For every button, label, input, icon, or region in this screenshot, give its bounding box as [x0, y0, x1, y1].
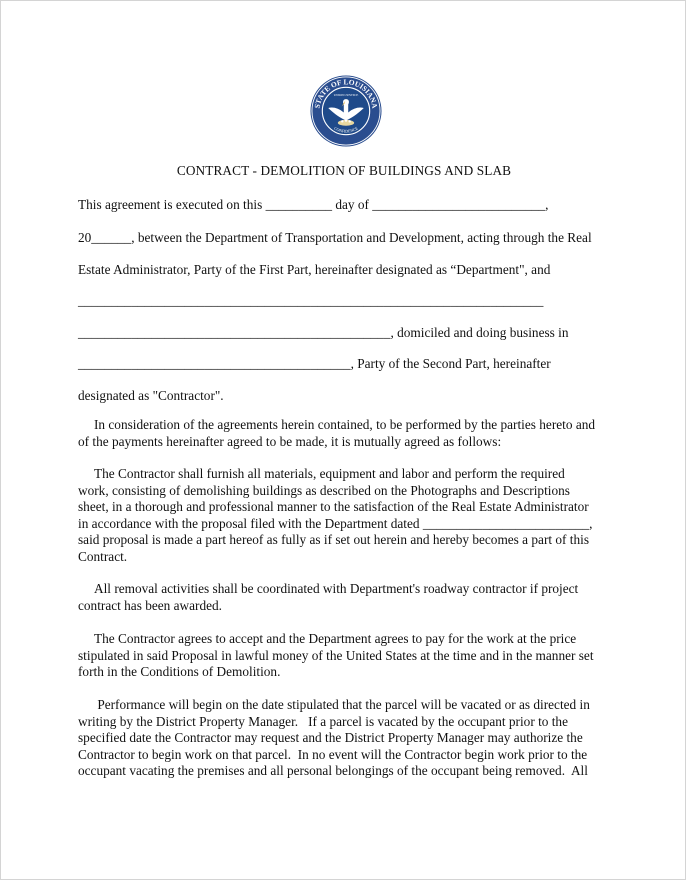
paragraph-line: The Contractor shall furnish all materials, equipment and labor and perform the required [94, 466, 565, 481]
paragraph-line: in accordance with the proposal filed with the Department dated _________________________, [78, 515, 593, 531]
paragraph-line: occupant vacating the premises and all personal belongings of the occupant being removed. All [78, 763, 588, 779]
svg-text:UNION JUSTICE: UNION JUSTICE [333, 93, 359, 98]
paragraph-payment [78, 631, 610, 681]
paragraph-line: Performance will begin on the date stipulated that the parcel will be vacated or as directed in [94, 697, 590, 712]
contractor-designation-line: designated as "Contractor". [78, 388, 224, 403]
paragraph-line: forth in the Conditions of Demolition. [78, 664, 281, 680]
svg-text:CONFIDENCE: CONFIDENCE [333, 125, 359, 134]
louisiana-state-seal-icon [309, 74, 383, 148]
paragraph-line: In consideration of the agreements herein contained, to be performed by the parties hereto and [94, 417, 596, 432]
paragraph-line: Contract. [78, 548, 128, 564]
paragraph-performance [78, 697, 610, 780]
paragraph-line: sheet, in a thorough and professional manner to the satisfaction of the Real Estate Administrator [78, 499, 589, 515]
paragraph-line: work, consisting of demolishing buildings as described on the Photographs and Descriptions [78, 482, 570, 498]
paragraph-line: contract has been awarded. [78, 597, 222, 613]
paragraph-line: All removal activities shall be coordinated with Department's roadway contractor if project [94, 581, 579, 596]
svg-text:STATE OF LOUISIANA: STATE OF LOUISIANA [312, 77, 380, 110]
paragraph-coordination [78, 581, 610, 614]
opening-line-date: This agreement is executed on this __________ day of __________________________, [78, 197, 549, 212]
contractor-location-line: _________________________________________, Party of the Second Part, hereinafter [78, 356, 551, 371]
opening-line-department: Estate Administrator, Party of the First Part, hereinafter designated as “Department", and [78, 262, 551, 277]
document-title: CONTRACT - DEMOLITION OF BUILDINGS AND SLAB [176, 163, 512, 178]
paragraph-line: The Contractor agrees to accept and the Department agrees to pay for the work at the price [94, 631, 577, 646]
opening-line-parties: 20______, between the Department of Transportation and Development, acting through the Real [78, 230, 592, 245]
paragraph-line: said proposal is made a part hereof as fully as if set out herein and hereby becomes a part of this [78, 532, 590, 548]
contractor-domicile-line: _______________________________________________, domiciled and doing business in [78, 325, 569, 340]
paragraph-scope-of-work [78, 466, 610, 566]
paragraph-line: Contractor to begin work on that parcel. In no event will the Contractor begin work prior to the [78, 746, 588, 762]
paragraph-consideration [78, 417, 610, 450]
paragraph-line: stipulated in said Proposal in lawful money of the United States at the time and in the manner set [78, 647, 594, 663]
paragraph-line: specified date the Contractor may request and the District Property Manager may authorize the [78, 730, 583, 746]
paragraph-line: of the payments hereinafter agreed to be made, it is mutually agreed as follows: [78, 433, 502, 449]
paragraph-line: writing by the District Property Manager. If a parcel is vacated by the occupant prior to the [78, 713, 568, 729]
contractor-name-blank: ______________________________________________________________________ [78, 293, 544, 308]
